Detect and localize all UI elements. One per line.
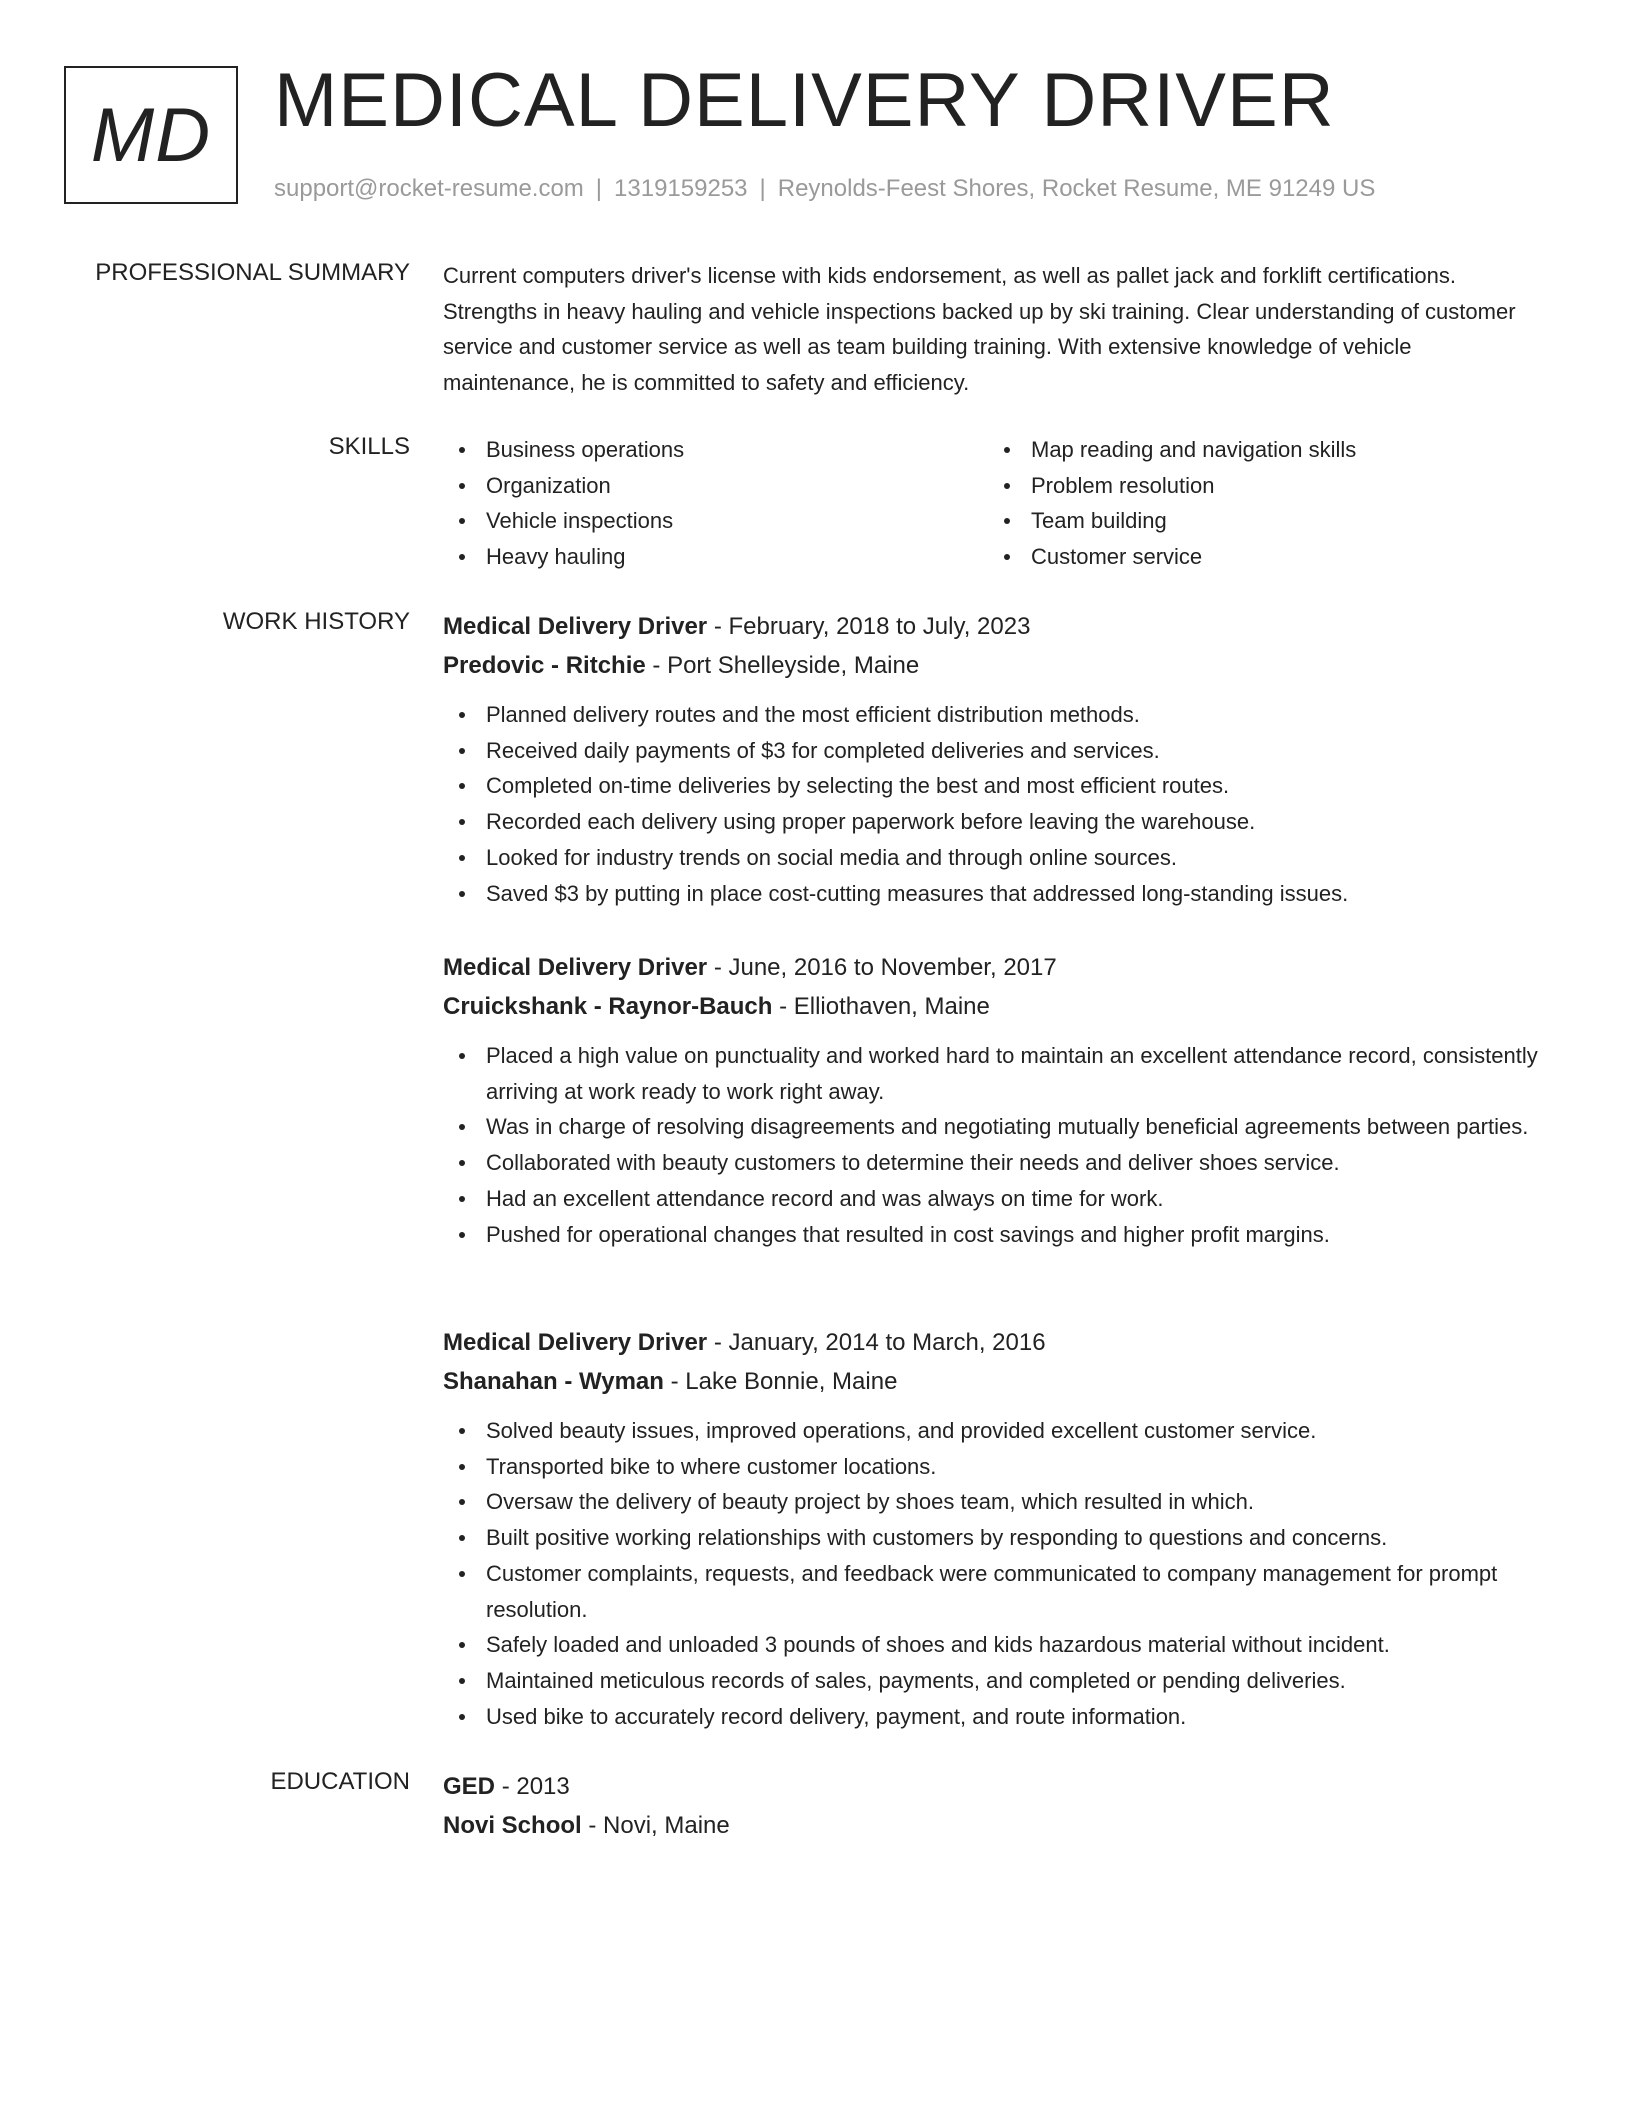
duty-item: Built positive working relationships with customers by responding to questions and concerns.: [443, 1520, 1543, 1556]
duty-item: Maintained meticulous records of sales, payments, and completed or pending deliveries.: [443, 1663, 1543, 1699]
skills-column-left: [443, 432, 988, 575]
job-dates: - January, 2014 to March, 2016: [713, 1329, 1046, 1356]
contact-separator: |: [595, 175, 603, 202]
summary-text: Current computers driver's license with kids endorsement, as well as pallet jack and forklift certifications. Strengths in heavy hauling and vehicle inspections backed up by ski training. Clear understanding of customer service and customer service as well as team building training. With extensive knowledge of vehicle maintenance, he is committed to safety and efficiency.: [443, 263, 1516, 396]
job-location: - Elliothaven, Maine: [779, 993, 990, 1020]
summary-heading: PROFESSIONAL SUMMARY: [95, 259, 410, 286]
job-location: - Port Shelleyside, Maine: [652, 652, 920, 679]
job-entry: [443, 607, 1543, 911]
duty-item: Placed a high value on punctuality and worked hard to maintain an excellent attendance record, consistently arriving at work ready to work right away.: [443, 1038, 1543, 1109]
skill-item: Organization: [443, 468, 988, 504]
job-role: Medical Delivery Driver: [443, 613, 708, 640]
job-entry: [443, 948, 1543, 1252]
duty-item: Received daily payments of $3 for completed deliveries and services.: [443, 733, 1543, 769]
skill-item: Map reading and navigation skills: [988, 432, 1533, 468]
education-location: - Novi, Maine: [588, 1812, 730, 1839]
job-title-line: [443, 948, 1543, 987]
work-history-heading: WORK HISTORY: [222, 608, 410, 635]
education-school-line: [443, 1806, 1543, 1845]
job-company-line: [443, 646, 1543, 685]
duty-item: Saved $3 by putting in place cost-cutting measures that addressed long-standing issues.: [443, 876, 1543, 912]
job-dates: - February, 2018 to July, 2023: [713, 613, 1031, 640]
skills-column-right: [988, 432, 1533, 575]
contact-phone[interactable]: 1319159253: [614, 175, 748, 202]
skills-heading: SKILLS: [328, 433, 410, 460]
duty-item: Customer complaints, requests, and feedback were communicated to company management for prompt resolution.: [443, 1556, 1543, 1627]
duty-item: Looked for industry trends on social media and through online sources.: [443, 840, 1543, 876]
skill-item: Vehicle inspections: [443, 503, 988, 539]
job-location: - Lake Bonnie, Maine: [670, 1368, 898, 1395]
job-company-line: [443, 1362, 1543, 1401]
skill-item: Heavy hauling: [443, 539, 988, 575]
job-company: Cruickshank - Raynor-Bauch: [443, 993, 773, 1020]
education-degree-line: [443, 1767, 1543, 1806]
education-year: - 2013: [501, 1773, 570, 1800]
duty-item: Recorded each delivery using proper paperwork before leaving the warehouse.: [443, 804, 1543, 840]
job-role: Medical Delivery Driver: [443, 954, 708, 981]
job-dates: - June, 2016 to November, 2017: [713, 954, 1057, 981]
job-entry: [443, 1323, 1543, 1734]
duty-item: Transported bike to where customer locations.: [443, 1449, 1543, 1485]
duty-item: Used bike to accurately record delivery, payment, and route information.: [443, 1699, 1543, 1735]
skill-item: Team building: [988, 503, 1533, 539]
duty-item: Solved beauty issues, improved operations, and provided excellent customer service.: [443, 1413, 1543, 1449]
duty-item: Had an excellent attendance record and was always on time for work.: [443, 1181, 1543, 1217]
job-role: Medical Delivery Driver: [443, 1329, 708, 1356]
skills-grid: [443, 432, 1543, 575]
job-company: Shanahan - Wyman: [443, 1368, 664, 1395]
skill-item: Problem resolution: [988, 468, 1533, 504]
contact-address: Reynolds-Feest Shores, Rocket Resume, ME 91249 US: [777, 175, 1376, 202]
job-duties: [443, 1413, 1543, 1734]
contact-email[interactable]: support@rocket-resume.com: [274, 175, 584, 202]
education-degree: GED: [443, 1773, 496, 1800]
contact-line: [274, 174, 1375, 204]
job-company-line: [443, 987, 1543, 1026]
duty-item: Pushed for operational changes that resulted in cost savings and higher profit margins.: [443, 1217, 1543, 1253]
job-title-line: [443, 607, 1543, 646]
resume-title: MEDICAL DELIVERY DRIVER: [274, 58, 1335, 143]
job-duties: [443, 697, 1543, 911]
duty-item: Oversaw the delivery of beauty project by shoes team, which resulted in which.: [443, 1484, 1543, 1520]
duty-item: Was in charge of resolving disagreements and negotiating mutually beneficial agreements between parties.: [443, 1109, 1543, 1145]
education-body: [443, 1767, 1543, 1845]
monogram-box: [64, 66, 238, 204]
duty-item: Collaborated with beauty customers to determine their needs and deliver shoes service.: [443, 1145, 1543, 1181]
duty-item: Safely loaded and unloaded 3 pounds of shoes and kids hazardous material without incident.: [443, 1627, 1543, 1663]
education-heading: EDUCATION: [270, 1768, 410, 1795]
skill-item: Business operations: [443, 432, 988, 468]
job-title-line: [443, 1323, 1543, 1362]
summary-body: [443, 258, 1543, 401]
skill-item: Customer service: [988, 539, 1533, 575]
duty-item: Completed on-time deliveries by selecting the best and most efficient routes.: [443, 768, 1543, 804]
job-company: Predovic - Ritchie: [443, 652, 646, 679]
job-duties: [443, 1038, 1543, 1252]
contact-separator: |: [759, 175, 766, 202]
duty-item: Planned delivery routes and the most efficient distribution methods.: [443, 697, 1543, 733]
education-school: Novi School: [443, 1812, 582, 1839]
monogram-initials: MD: [90, 92, 212, 178]
